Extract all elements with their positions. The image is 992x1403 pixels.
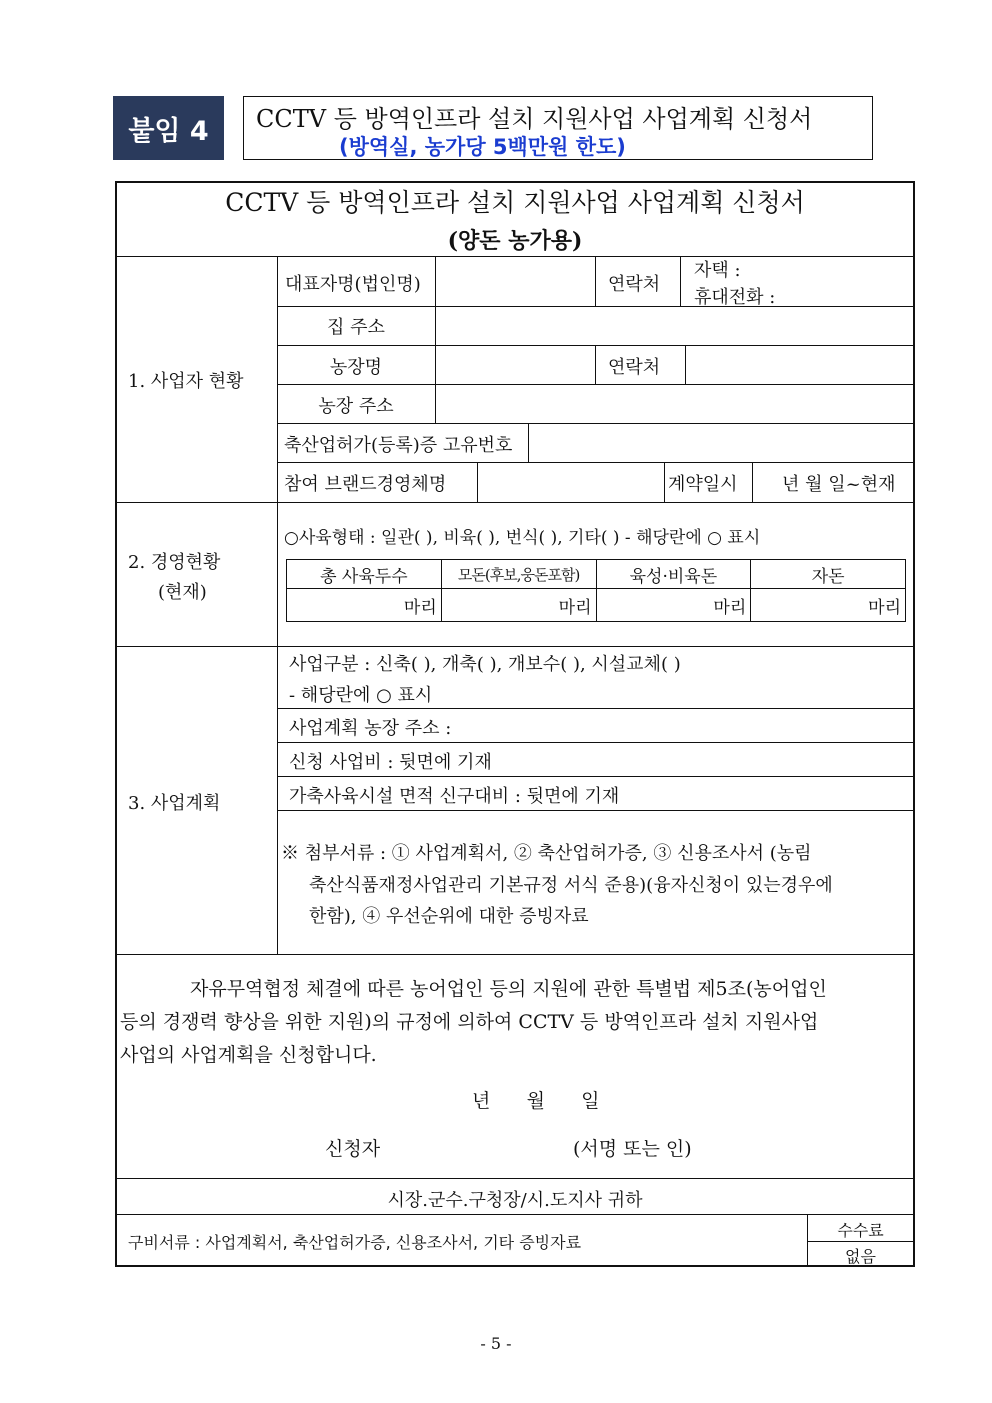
attachments-line: 축산식품재정사업관리 기본규정 서식 준용)(융자신청이 있는경우에 <box>309 875 833 896</box>
table-header-cell: 육성·비육돈 <box>596 560 751 589</box>
count-cell: 마리 <box>441 589 596 622</box>
license-number-label: 축산업허가(등록)증 고유번호 <box>284 435 513 456</box>
declaration-line: 자유무역협정 체결에 따른 농어업인 등의 지원에 관한 특별법 제5조(농어업인 <box>190 978 827 1000</box>
livestock-table <box>286 559 906 622</box>
contact-label: 연락처 <box>608 274 661 295</box>
applicant-label: 신청자 <box>325 1138 381 1160</box>
divider <box>528 423 529 462</box>
date-line: 년 월 일 <box>472 1090 600 1112</box>
farm-name-label: 농장명 <box>329 357 383 378</box>
table-row <box>287 589 906 622</box>
required-documents: 구비서류 : 사업계획서, 축산업허가증, 신용조사서, 기타 증빙자료 <box>128 1233 582 1252</box>
divider <box>435 256 436 423</box>
divider <box>680 256 681 306</box>
attachments-line: ※ 첨부서류 : ① 사업계획서, ② 축산업허가증, ③ 신용조사서 (농림 <box>281 843 812 864</box>
divider <box>477 462 478 502</box>
divider <box>116 646 914 647</box>
divider <box>807 1241 914 1242</box>
contact2-label: 연락처 <box>608 357 661 378</box>
divider <box>277 708 914 709</box>
divider <box>277 742 914 743</box>
home-phone-label: 자택 : <box>694 260 741 281</box>
signature-label: (서명 또는 인) <box>573 1138 692 1160</box>
contract-date-value: 년 월 일~현재 <box>782 474 896 495</box>
farm-address-label: 농장 주소 <box>318 396 394 417</box>
table-header-row <box>287 560 906 589</box>
divider <box>116 1178 914 1179</box>
count-cell: 마리 <box>751 589 906 622</box>
breeding-type: ○사육형태 : 일관( ), 비육( ), 번식( ), 기타( ) - 해당란에 ○ 표시 <box>284 528 761 548</box>
fee-value: 없음 <box>845 1247 876 1266</box>
divider <box>685 345 686 384</box>
count-cell: 마리 <box>596 589 751 622</box>
table-header-cell: 자돈 <box>751 560 906 589</box>
divider <box>277 384 914 385</box>
table-header-cell: 총 사육두수 <box>287 560 442 589</box>
divider <box>116 954 914 955</box>
divider <box>595 345 596 384</box>
declaration-line: 사업의 사업계획을 신청합니다. <box>120 1044 377 1066</box>
home-address-label: 집 주소 <box>327 317 385 338</box>
rep-name-label: 대표자명(법인명) <box>285 274 421 295</box>
divider <box>116 502 914 503</box>
business-type: 사업구분 : 신축( ), 개축( ), 개보수( ), 시설교체( ) <box>289 654 681 675</box>
addressee: 시장.군수.구청장/시.도지사 귀하 <box>387 1190 643 1211</box>
section2-label: 2. 경영현황 <box>128 552 221 573</box>
attachment-subtitle: (방역실, 농가당 5백만원 한도) <box>339 135 626 159</box>
attachment-title: CCTV 등 방역인프라 설치 지원사업 사업계획 신청서 <box>256 105 813 133</box>
form-subtitle: (양돈 농가용) <box>447 228 583 254</box>
section1-label: 1. 사업자 현황 <box>128 371 244 392</box>
attachments-line: 한함), ④ 우선순위에 대한 증빙자료 <box>309 906 589 927</box>
count-cell: 마리 <box>287 589 442 622</box>
contract-date-label: 계약일시 <box>668 474 738 495</box>
area-label: 가축사육시설 면적 신구대비 : 뒷면에 기재 <box>289 786 620 807</box>
attachment-badge: 붙임 4 <box>113 96 224 160</box>
brand-label: 참여 브랜드경영체명 <box>284 474 447 495</box>
divider <box>277 462 914 463</box>
divider <box>752 462 753 502</box>
divider <box>116 1214 914 1215</box>
divider <box>277 423 914 424</box>
mobile-phone-label: 휴대전화 : <box>694 287 776 308</box>
divider <box>664 462 665 502</box>
table-header-cell: 모돈(후보,웅돈포함) <box>441 560 596 589</box>
divider <box>277 810 914 811</box>
section2-sublabel: (현재) <box>158 582 207 603</box>
plan-address-label: 사업계획 농장 주소 : <box>289 718 452 739</box>
form-title: CCTV 등 방역인프라 설치 지원사업 사업계획 신청서 <box>225 188 805 217</box>
declaration-line: 등의 경쟁력 향상을 위한 지원)의 규정에 의하여 CCTV 등 방역인프라 설치 지원사업 <box>120 1011 819 1033</box>
divider <box>116 256 914 257</box>
divider <box>595 256 596 306</box>
section3-label: 3. 사업계획 <box>128 793 221 814</box>
business-type-note: - 해당란에 ○ 표시 <box>289 685 433 706</box>
cost-label: 신청 사업비 : 뒷면에 기재 <box>289 752 492 773</box>
page-number: - 5 - <box>480 1334 512 1353</box>
attachment-header <box>243 96 873 160</box>
fee-label: 수수료 <box>837 1221 884 1240</box>
divider <box>277 776 914 777</box>
divider <box>277 306 914 307</box>
